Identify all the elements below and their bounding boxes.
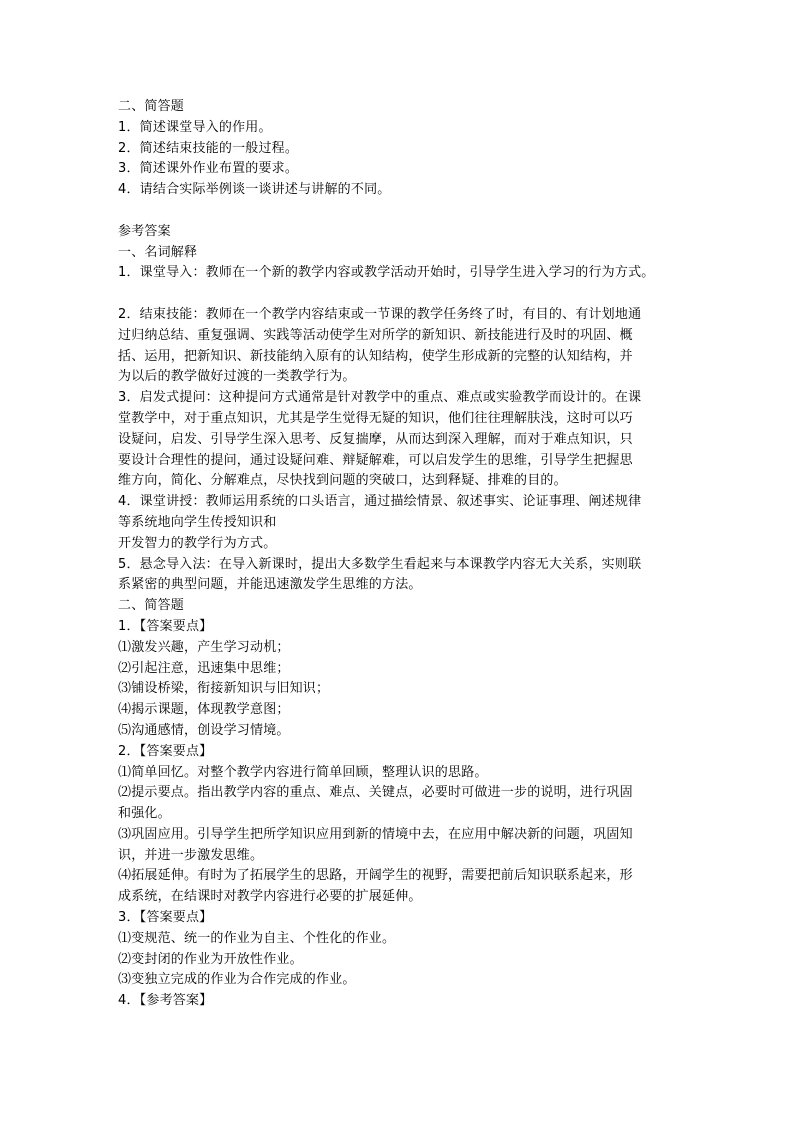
text-line: 设疑问，启发、引导学生深入思考、反复揣摩，从而达到深入理解，而对于难点知识，只 [118,431,633,447]
text-line: 二、简答题 [118,99,185,114]
text-line: 2．【答案要点】 [118,743,213,759]
text-line: 系紧密的典型问题，并能迅速激发学生思维的方法。 [118,577,422,593]
text-line: 开发智力的教学行为方式。 [118,535,277,551]
text-line: 和强化。 [118,806,171,822]
text-line: 识，并进一步激发思维。 [118,847,264,863]
text-line: 为以后的教学做好过渡的一类教学行为。 [118,369,356,385]
text-line: 3．启发式提问：这种提问方式通常是针对教学中的重点、难点或实验教学而设计的。在课 [118,390,642,406]
text-line: ⑶铺设桥梁，衔接新知识与旧知识； [118,681,330,697]
text-line: 1．课堂导入：教师在一个新的教学内容或教学活动开始时，引导学生进入学习的行为方式。 [118,265,655,281]
text-line: ⑶巩固应用。引导学生把所学知识应用到新的情境中去，在应用中解决新的问题，巩固知 [118,826,633,842]
text-line: ⑵变封闭的作业为开放性作业。 [118,951,303,967]
text-line: ⑶变独立完成的作业为合作完成的作业。 [118,972,356,988]
text-line: 过归纳总结、重复强调、实践等活动使学生对所学的新知识、新技能进行及时的巩固、概 [118,327,633,343]
text-line: 成系统，在结课时对教学内容进行必要的扩展延伸。 [118,889,422,905]
text-line: ⑸沟通感情，创设学习情境。 [118,722,290,738]
text-line: 1．简述课堂导入的作用。 [118,119,272,135]
text-line: 等系统地向学生传授知识和 [118,514,277,530]
text-line: 2．结束技能：教师在一个教学内容结束或一节课的教学任务终了时，有目的、有计划地通 [118,306,642,322]
text-line: 一、名词解释 [118,244,198,260]
text-line: ⑷揭示课题，体现教学意图； [118,702,290,718]
text-line: 参考答案 [118,223,171,239]
text-line: 4．请结合实际举例谈一谈讲述与讲解的不同。 [118,182,391,198]
text-line: ⑴激发兴趣，产生学习动机； [118,639,290,655]
text-line: 括、运用，把新知识、新技能纳入原有的认知结构，使学生形成新的完整的认知结构，并 [118,348,633,364]
text-line: ⑵引起注意，迅速集中思维； [118,660,290,676]
text-line: 堂教学中，对于重点知识，尤其是学生觉得无疑的知识，他们往往理解肤浅，这时可以巧 [118,410,633,426]
blank-line [118,284,718,305]
text-line: 5．悬念导入法：在导入新课时，提出大多数学生看起来与本课教学内容无大关系，实则联 [118,556,642,572]
text-line: ⑴变规范、统一的作业为自主、个性化的作业。 [118,930,396,946]
text-line: 二、简答题 [118,598,185,614]
text-line: ⑴简单回忆。对整个教学内容进行简单回顾，整理认识的思路。 [118,764,488,780]
text-line: 要设计合理性的提问，通过设疑问难、辩疑解难，可以启发学生的思维，引导学生把握思 [118,452,633,468]
text-line: 2．简述结束技能的一般过程。 [118,140,299,156]
text-line: 4．【参考答案】 [118,993,213,1009]
text-line: ⑵提示要点。指出教学内容的重点、难点、关键点，必要时可做进一步的说明，进行巩固 [118,785,633,801]
text-line: 1．【答案要点】 [118,618,213,634]
text-line: 维方向，简化、分解难点，尽快找到问题的突破口，达到释疑、排难的目的。 [118,473,567,489]
blank-line [118,201,718,222]
text-line: 3．【答案要点】 [118,910,213,926]
text-line: ⑷拓展延伸。有时为了拓展学生的思路，开阔学生的视野，需要把前后知识联系起来，形 [118,868,633,884]
text-line: 3．简述课外作业布置的要求。 [118,161,299,177]
document-body [118,97,718,1012]
text-line: 4．课堂讲授：教师运用系统的口头语言，通过描绘情景、叙述事实、论证事理、阐述规律 [118,494,642,510]
